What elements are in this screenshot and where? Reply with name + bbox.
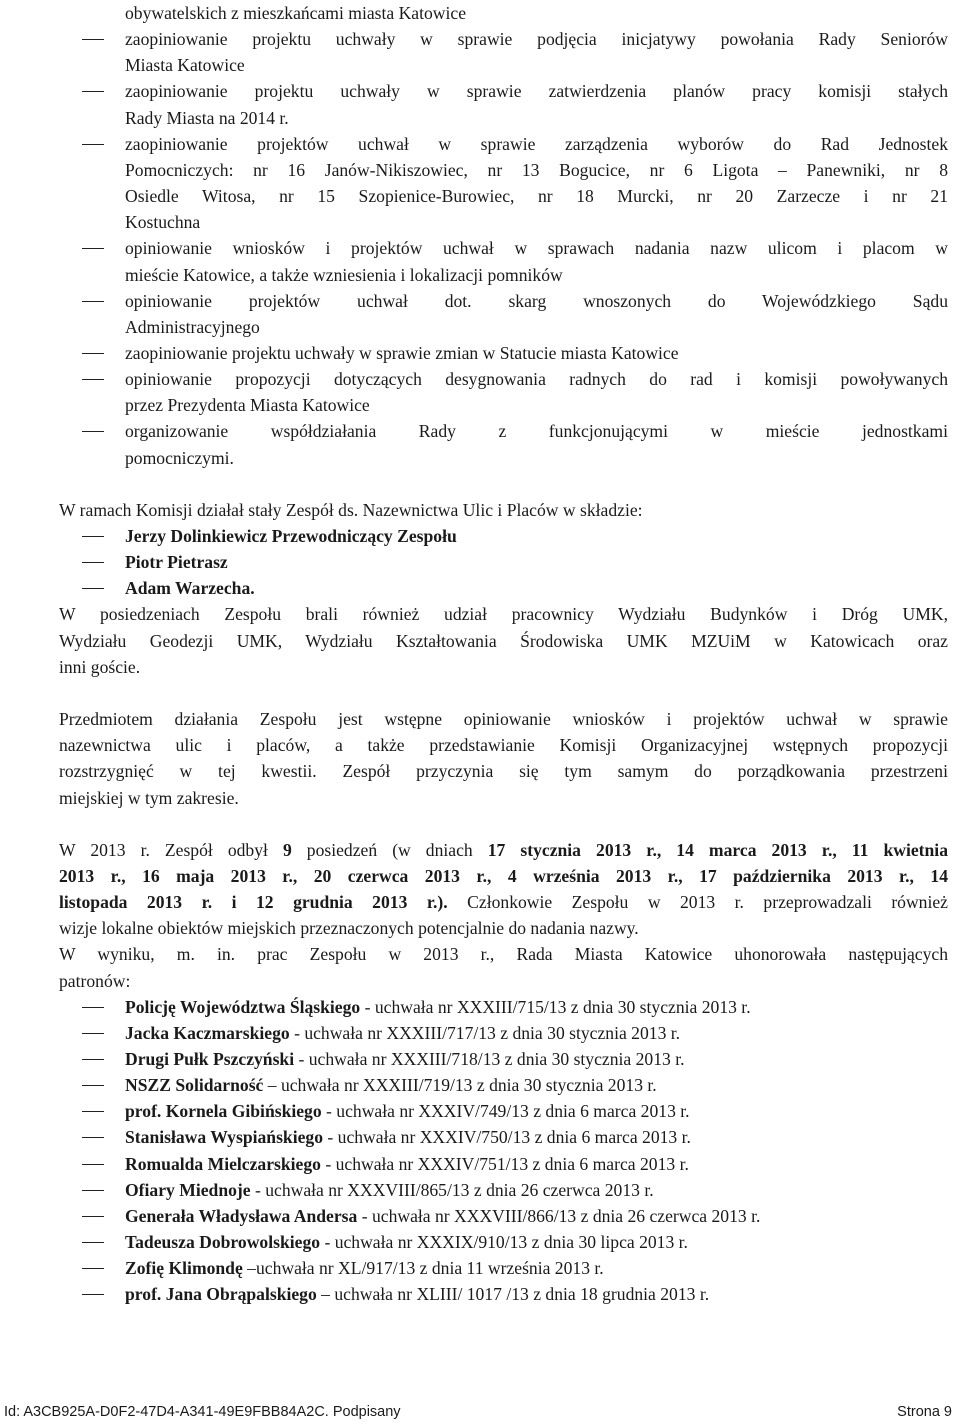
bullet-dash-icon [82,1268,104,1269]
bullet-dash-icon [82,1111,104,1112]
footer-document-id: Id: A3CB925A-D0F2-47D4-A341-49E9FBB84A2C. Podpisany [4,1404,401,1420]
list-item-line: Administracyjnego [125,316,260,337]
list-item-line: Kostuchna [125,212,201,233]
paragraph-line: W posiedzeniach Zespołu brali również udział pracownicy Wydziału Budynków i Dróg UMK, [59,604,948,625]
team-intro: W ramach Komisji działał stały Zespół ds. Nazewnictwa Ulic i Placów w składzie: [59,499,643,520]
text: W 2013 r. Zespół odbył [59,839,283,860]
patron-name: Stanisława Wyspiańskiego [125,1127,323,1148]
patron-name: NSZZ Solidarność [125,1075,264,1096]
resolution-text: - uchwała nr XXXIX/910/13 z dnia 30 lipca 2013 r. [320,1232,688,1253]
bullet-dash-icon [82,1242,104,1243]
footer-page-number: Strona 9 [897,1404,952,1420]
meeting-dates: 17 stycznia 2013 r., 14 marca 2013 r., 11 kwietnia [487,839,948,860]
patron-name: Jacka Kaczmarskiego [125,1022,290,1043]
meeting-dates: 2013 r., 16 maja 2013 r., 20 czerwca 2013 r., 4 września 2013 r., 17 października 2013 r., 14 [59,865,948,886]
bullet-dash-icon [82,562,104,563]
patron-item [125,1229,688,1255]
patron-item [125,1124,691,1150]
list-item-line: Rady Miasta na 2014 r. [125,107,289,128]
resolution-text: –uchwała nr XL/917/13 z dnia 11 września 2013 r. [242,1258,604,1279]
patron-name: Ofiary Miednoje [125,1179,251,1200]
team-member [125,523,457,549]
patron-item [125,1203,760,1229]
paragraph-line [59,863,948,889]
list-item-line: zaopiniowanie projektu uchwały w sprawie podjęcia inicjatywy powołania Rady Seniorów [125,29,948,50]
paragraph-line: rozstrzygnięć w tej kwestii. Zespół przyczynia się tym samym do porządkowania przestrzeni [59,761,948,782]
paragraph-line: inni goście. [59,656,141,677]
patron-item [125,1046,685,1072]
patron-name: Policję Województwa Śląskiego [125,996,361,1017]
list-item-line: mieście Katowice, a także wzniesienia i lokalizacji pomników [125,264,563,285]
team-member [125,575,255,601]
paragraph-line: W wyniku, m. in. prac Zespołu w 2013 r., Rada Miasta Katowice uhonorowała następujących [59,944,948,965]
patron-name: Drugi Pułk Pszczyński [125,1049,295,1069]
list-item-line: Miasta Katowice [125,55,245,76]
text: Członkowie Zespołu w 2013 r. przeprowadzali również [447,892,948,913]
bullet-dash-icon [82,1294,104,1295]
resolution-text: – uchwała nr XLIII/ 1017 /13 z dnia 18 grudnia 2013 r. [316,1284,710,1305]
team-member-name: Jerzy Dolinkiewicz Przewodniczący Zespołu [125,526,457,546]
patron-item [125,1098,690,1124]
bullet-dash-icon [82,91,104,92]
resolution-text: - uchwała nr XXXIV/750/13 z dnia 6 marca 2013 r. [323,1127,691,1148]
resolution-text: - uchwała nr XXXIII/717/13 z dnia 30 stycznia 2013 r. [289,1022,681,1043]
list-item-line: organizowanie współdziałania Rady z funkcjonującymi w mieście jednostkami [125,421,948,442]
paragraph-line: wizje lokalne obiektów miejskich przeznaczonych potencjalnie do nadania nazwy. [59,918,639,939]
team-member-name: Piotr Pietrasz [125,552,228,573]
team-member-name: Adam Warzecha. [125,578,255,599]
patron-name: prof. Jana Obrąpalskiego [125,1284,317,1305]
list-item-line: przez Prezydenta Miasta Katowice [125,395,370,416]
resolution-text: - uchwała nr XXXIII/718/13 z dnia 30 stycznia 2013 r. [294,1049,685,1069]
paragraph-line [59,889,948,915]
list-item-line: Osiedle Witosa, nr 15 Szopienice-Burowiec, nr 18 Murcki, nr 20 Zarzecze i nr 21 [125,186,948,207]
bullet-dash-icon [82,1007,104,1008]
patron-name: Generała Władysława Andersa [125,1205,358,1226]
bullet-dash-icon [82,248,104,249]
resolution-text: - uchwała nr XXXVIII/866/13 z dnia 26 czerwca 2013 r. [357,1205,761,1226]
patron-item [125,1151,689,1177]
paragraph-line: patronów: [59,970,131,991]
bullet-dash-icon [82,379,104,380]
bullet-dash-icon [82,1033,104,1034]
patron-name: Zofię Klimondę [125,1258,243,1279]
patron-item [125,1255,604,1281]
meeting-count: 9 [282,839,292,860]
patron-item [125,1177,654,1203]
bullet-dash-icon [82,1137,104,1138]
paragraph-line [59,837,948,863]
team-member [125,549,228,575]
patron-name: Romualda Mielczarskiego [125,1153,321,1174]
patron-item [125,994,751,1020]
paragraph-line: miejskiej w tym zakresie. [59,787,239,808]
list-item-line: opiniowanie projektów uchwał dot. skarg wnoszonych do Wojewódzkiego Sądu [125,290,948,311]
bullet-dash-icon [82,144,104,145]
list-item-line: opiniowanie propozycji dotyczących desygnowania radnych do rad i komisji powoływanych [125,369,948,390]
resolution-text: – uchwała nr XXXIII/719/13 z dnia 30 stycznia 2013 r. [263,1075,657,1096]
bullet-dash-icon [82,431,104,432]
bullet-dash-icon [82,588,104,589]
list-item-line: Pomocniczych: nr 16 Janów-Nikiszowiec, nr 13 Bogucice, nr 6 Ligota – Panewniki, nr 8 [125,159,948,180]
bullet-dash-icon [82,301,104,302]
list-item-line: obywatelskich z mieszkańcami miasta Katowice [125,3,466,23]
bullet-dash-icon [82,39,104,40]
bullet-dash-icon [82,1164,104,1165]
resolution-text: - uchwała nr XXXIII/715/13 z dnia 30 stycznia 2013 r. [360,996,751,1017]
list-item-line: zaopiniowanie projektu uchwały w sprawie zatwierdzenia planów pracy komisji stałych [125,81,948,102]
paragraph-line: nazewnictwa ulic i placów, a także przedstawianie Komisji Organizacyjnej wstępnych propozycji [59,735,948,756]
bullet-dash-icon [82,1059,104,1060]
text: posiedzeń (w dniach [291,839,488,860]
bullet-dash-icon [82,353,104,354]
patron-name: Tadeusza Dobrowolskiego [125,1232,321,1253]
bullet-dash-icon [82,1216,104,1217]
list-item-line: zaopiniowanie projektów uchwał w sprawie zarządzenia wyborów do Rad Jednostek [125,133,948,154]
list-item-line: pomocniczymi. [125,447,234,468]
bullet-dash-icon [82,1190,104,1191]
meeting-dates: listopada 2013 r. i 12 grudnia 2013 r.). [59,892,448,913]
list-item-line: opiniowanie wniosków i projektów uchwał w sprawach nadania nazw ulicom i placom w [125,238,948,259]
patron-name: prof. Kornela Gibińskiego [125,1101,322,1122]
patron-item [125,1072,657,1098]
list-item-line: zaopiniowanie projektu uchwały w sprawie zmian w Statucie miasta Katowice [125,342,679,363]
bullet-dash-icon [82,536,104,537]
bullet-dash-icon [82,1085,104,1086]
patron-item [125,1020,680,1046]
paragraph-line: Przedmiotem działania Zespołu jest wstępne opiniowanie wniosków i projektów uchwał w sprawie [59,709,948,730]
resolution-text: - uchwała nr XXXIV/751/13 z dnia 6 marca 2013 r. [320,1153,689,1174]
resolution-text: - uchwała nr XXXVIII/865/13 z dnia 26 czerwca 2013 r. [250,1179,654,1200]
resolution-text: - uchwała nr XXXIV/749/13 z dnia 6 marca 2013 r. [321,1101,690,1122]
paragraph-line: Wydziału Geodezji UMK, Wydziału Kształtowania Środowiska UMK MZUiM w Katowicach oraz [59,630,948,651]
patron-item [125,1281,709,1307]
